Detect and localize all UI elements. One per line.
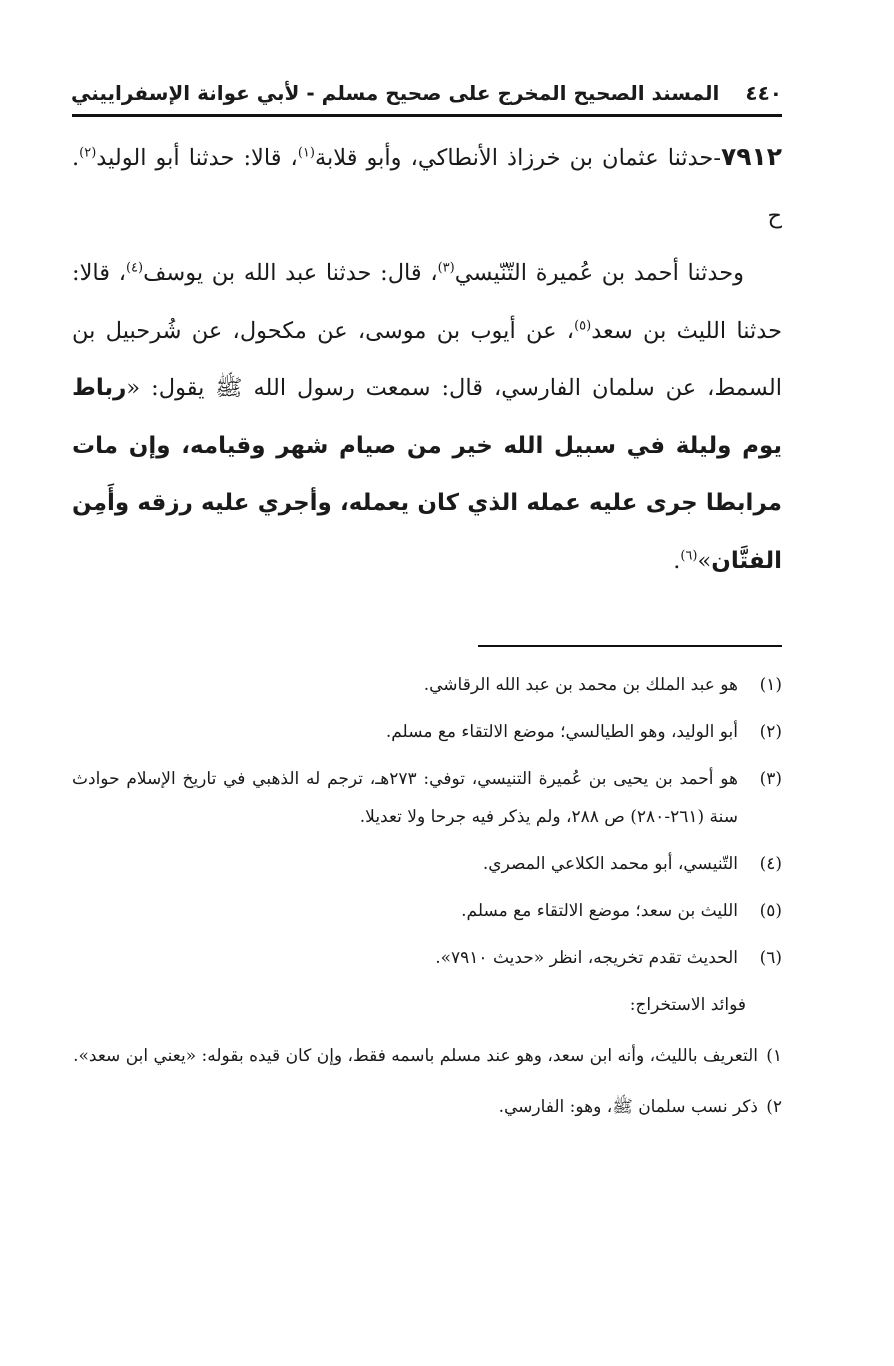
benefit-number: ٢) [766,1097,782,1117]
footnote-ref-2: (٢) [79,145,97,161]
benefit-text: التعريف بالليث، وأنه ابن سعد، وهو عند مسلم باسمه فقط، وإن كان قيده بقوله: «يعني ابن سعد». [73,1046,758,1066]
benefit-text: ذكر نسب سلمان ﷺ، وهو: الفارسي. [498,1097,758,1117]
footnote-number: (٢) [759,722,782,742]
hadith-matn: رباط يوم وليلة في سبيل الله خير من صيام شهر وقيامه، وإن مات مرابطا جرى عليه عمله الذي كان يعمله، وأجري عليه رزقه وأَمِن الفتَّان [72,375,782,574]
isnad-paragraph-2 [72,245,782,590]
footnote-ref-5: (٥) [574,318,592,333]
footnote-text: أبو الوليد، وهو الطيالسي؛ موضع الالتقاء مع مسلم. [385,722,738,742]
footnote-number: (٥) [759,901,782,921]
footnote-text: هو عبد الملك بن محمد بن عبد الله الرقاشي. [423,675,738,695]
text-run: ، قالا: حدثنا أبو الوليد [96,145,298,171]
text-run: ، قال: حدثنا عبد الله بن يوسف [143,260,438,286]
benefit-item [72,1037,782,1075]
running-header [72,76,782,110]
page-number: ٤٤٠ [745,81,782,105]
footnote [72,760,782,836]
footnote [72,892,782,930]
benefit-item [72,1088,782,1126]
footnote-text: هو أحمد بن يحيى بن عُميرة التنيسي، توفي: ٢٧٣هـ، ترجم له الذهبي في تاريخ الإسلام حوادث سنة (٢٦١-٢٨٠) ص ٢٨٨، ولم يذكر فيه جرحا ولا تعديلا. [72,769,738,827]
footnote-number: (١) [759,675,782,695]
hadith-text [72,128,782,590]
footnote [72,845,782,883]
text-run: ، قالا: حدثنا الليث بن سعد [72,260,782,344]
footnote-number: (٦) [759,948,782,968]
footnote-ref-1: (١) [297,145,315,161]
text-run: . [673,547,681,574]
footnote [72,939,782,977]
footnotes [72,666,782,1139]
text-run: » [697,547,712,574]
benefits-title: فوائد الاستخراج: [629,995,746,1015]
benefit-number: ١) [766,1046,782,1066]
text-run: ، عن أيوب بن موسى، عن مكحول، عن شُرحبيل بن السمط، عن سلمان الفارسي، قال: سمعت رسول الله ﷺ يقول: « [72,317,782,401]
header-rule [72,114,782,117]
footnote-text: الحديث تقدم تخريجه، انظر «حديث ٧٩١٠». [435,948,738,968]
footnote-ref-6: (٦) [680,548,698,563]
footnote-ref-4: (٤) [125,260,144,276]
book-title: المسند الصحيح المخرج على صحيح مسلم - لأبي عوانة الإسفراييني [70,81,720,105]
footnote-text: التّنيسي، أبو محمد الكلاعي المصري. [482,854,738,874]
text-run: -حدثنا عثمان بن خرزاذ الأنطاكي، وأبو قلابة [314,145,721,171]
footnote-separator [478,645,782,647]
text-run: وحدثنا أحمد بن عُميرة التّنّيسي [454,260,744,286]
footnote-number: (٣) [759,769,782,789]
footnote [72,666,782,704]
hadith-number: ٧٩١٢ [720,142,782,171]
footnote-text: الليث بن سعد؛ موضع الالتقاء مع مسلم. [461,901,738,921]
footnote [72,713,782,751]
footnote-ref-3: (٣) [437,260,455,276]
isnad-paragraph-1 [72,128,782,245]
footnote-number: (٤) [759,854,782,874]
text-run: . ح [72,145,782,229]
